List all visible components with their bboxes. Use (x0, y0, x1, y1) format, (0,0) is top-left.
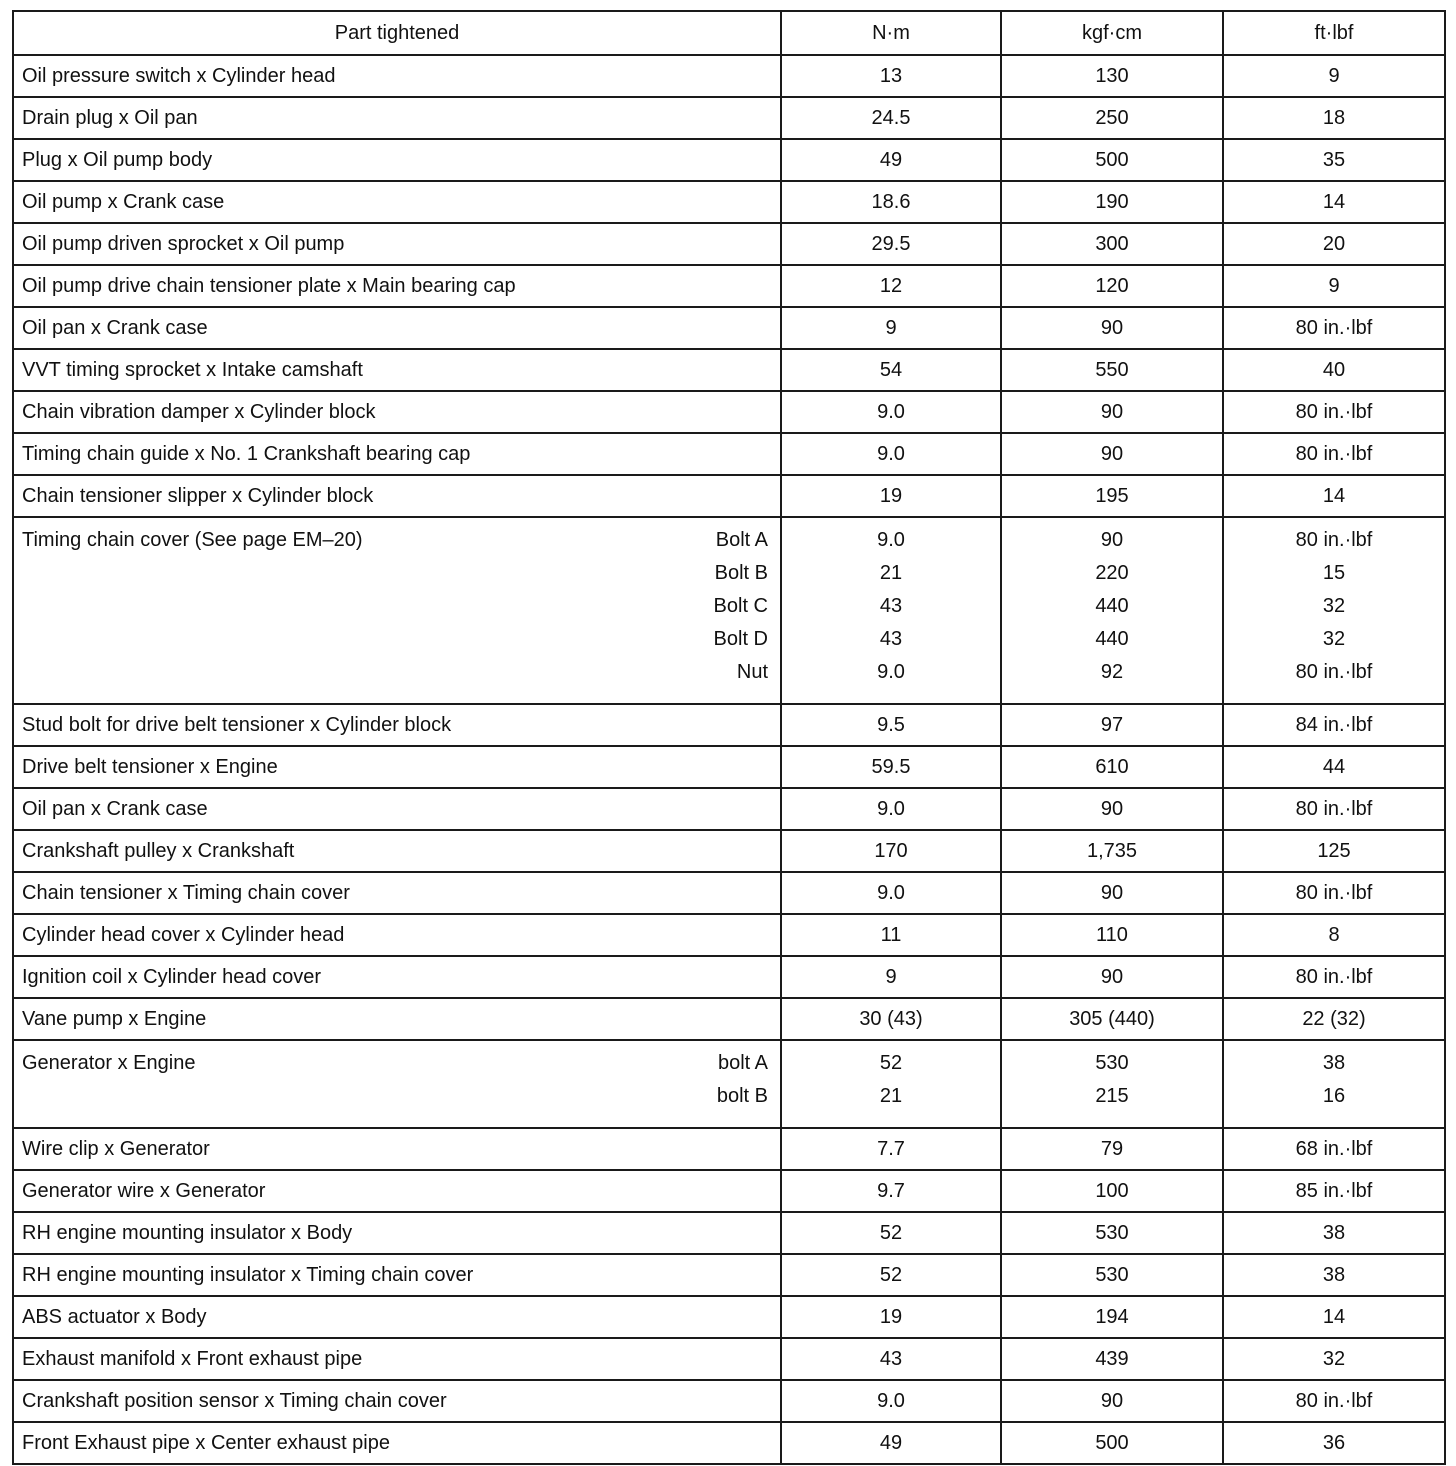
kgf-cell: 500 (1001, 1422, 1223, 1464)
kgf-cell: 550 (1001, 349, 1223, 391)
sub-value: 440 (1095, 628, 1129, 650)
sub-part-label: bolt A (717, 1052, 768, 1074)
nm-cell: 9.0 (781, 1380, 1001, 1422)
ft-cell: 14 (1223, 475, 1445, 517)
kgf-cell: 610 (1001, 746, 1223, 788)
kgf-cell: 130 (1001, 55, 1223, 97)
kgf-cell: 190 (1001, 181, 1223, 223)
part-cell: VVT timing sprocket x Intake camshaft (13, 349, 781, 391)
nm-cell: 9.7 (781, 1170, 1001, 1212)
column-header-kgf: kgf·cm (1001, 11, 1223, 55)
part-cell: Crankshaft pulley x Crankshaft (13, 830, 781, 872)
table-row (13, 704, 1445, 746)
part-cell: Chain vibration damper x Cylinder block (13, 391, 781, 433)
table-row (13, 349, 1445, 391)
ft-cell (1223, 517, 1445, 704)
ft-cell: 36 (1223, 1422, 1445, 1464)
sub-value: 43 (879, 628, 903, 650)
part-label: Timing chain cover (See page EM–20) (22, 529, 363, 551)
table-header (13, 11, 1445, 55)
table-row (13, 433, 1445, 475)
ft-cell: 80 in.·lbf (1223, 433, 1445, 475)
part-cell: Generator wire x Generator (13, 1170, 781, 1212)
nm-cell: 12 (781, 265, 1001, 307)
table-row (13, 517, 1445, 704)
kgf-cell: 1,735 (1001, 830, 1223, 872)
part-cell: ABS actuator x Body (13, 1296, 781, 1338)
ft-cell: 44 (1223, 746, 1445, 788)
sub-value: 92 (1100, 661, 1124, 683)
ft-cell: 38 (1223, 1212, 1445, 1254)
sub-value: 440 (1095, 595, 1129, 617)
table-row (13, 139, 1445, 181)
table-row (13, 1128, 1445, 1170)
part-cell: Front Exhaust pipe x Center exhaust pipe (13, 1422, 781, 1464)
table-row (13, 914, 1445, 956)
part-cell: Chain tensioner slipper x Cylinder block (13, 475, 781, 517)
table-row (13, 788, 1445, 830)
part-cell: Exhaust manifold x Front exhaust pipe (13, 1338, 781, 1380)
kgf-cell: 110 (1001, 914, 1223, 956)
sub-value: 80 in.·lbf (1295, 661, 1373, 683)
sub-value: 220 (1095, 562, 1129, 584)
table-row (13, 1380, 1445, 1422)
sub-part-label: Bolt C (713, 595, 768, 617)
ft-cell: 14 (1223, 1296, 1445, 1338)
nm-cell: 9.0 (781, 433, 1001, 475)
ft-cell: 40 (1223, 349, 1445, 391)
kgf-cell: 300 (1001, 223, 1223, 265)
table-row (13, 746, 1445, 788)
table-row (13, 475, 1445, 517)
nm-cell (781, 517, 1001, 704)
part-group (14, 1053, 780, 1119)
part-cell: Chain tensioner x Timing chain cover (13, 872, 781, 914)
sub-value: 530 (1095, 1052, 1129, 1074)
kgf-cell: 79 (1001, 1128, 1223, 1170)
part-cell: Oil pump drive chain tensioner plate x Main bearing cap (13, 265, 781, 307)
part-cell: Oil pump driven sprocket x Oil pump (13, 223, 781, 265)
nm-cell: 49 (781, 139, 1001, 181)
kgf-cell: 305 (440) (1001, 998, 1223, 1040)
sub-value: 43 (879, 595, 903, 617)
table-row (13, 1296, 1445, 1338)
part-cell: Stud bolt for drive belt tensioner x Cylinder block (13, 704, 781, 746)
column-header-ft: ft·lbf (1223, 11, 1445, 55)
kgf-cell: 90 (1001, 872, 1223, 914)
part-cell: Vane pump x Engine (13, 998, 781, 1040)
ft-cell: 22 (32) (1223, 998, 1445, 1040)
nm-cell: 9.0 (781, 788, 1001, 830)
sub-value: 90 (1100, 529, 1124, 551)
part-cell: Wire clip x Generator (13, 1128, 781, 1170)
kgf-cell: 97 (1001, 704, 1223, 746)
ft-cell: 80 in.·lbf (1223, 307, 1445, 349)
sub-value: 80 in.·lbf (1295, 529, 1373, 551)
column-header-part: Part tightened (13, 11, 781, 55)
kgf-cell: 90 (1001, 956, 1223, 998)
sub-value: 32 (1322, 628, 1346, 650)
part-cell: RH engine mounting insulator x Body (13, 1212, 781, 1254)
kgf-cell (1001, 517, 1223, 704)
nm-cell: 7.7 (781, 1128, 1001, 1170)
torque-specification-table (12, 10, 1446, 1465)
sub-value: 52 (879, 1052, 903, 1074)
table-row (13, 956, 1445, 998)
sub-value: 15 (1322, 562, 1346, 584)
ft-cell: 9 (1223, 55, 1445, 97)
part-cell: Cylinder head cover x Cylinder head (13, 914, 781, 956)
nm-cell: 9 (781, 956, 1001, 998)
nm-cell: 19 (781, 475, 1001, 517)
ft-cell: 80 in.·lbf (1223, 872, 1445, 914)
ft-cell: 38 (1223, 1254, 1445, 1296)
sub-part-label: Bolt B (714, 562, 768, 584)
nm-cell: 9.0 (781, 391, 1001, 433)
header-row (13, 11, 1445, 55)
table-row (13, 1040, 1445, 1128)
ft-cell: 8 (1223, 914, 1445, 956)
nm-cell: 9 (781, 307, 1001, 349)
part-cell: Oil pan x Crank case (13, 307, 781, 349)
sub-value: 21 (879, 1085, 903, 1107)
table-row (13, 830, 1445, 872)
sub-value: 38 (1322, 1052, 1346, 1074)
table-row (13, 1212, 1445, 1254)
column-header-nm: N·m (781, 11, 1001, 55)
part-cell: Drain plug x Oil pan (13, 97, 781, 139)
ft-cell: 20 (1223, 223, 1445, 265)
table-row (13, 307, 1445, 349)
table-row (13, 998, 1445, 1040)
ft-cell: 18 (1223, 97, 1445, 139)
nm-cell: 170 (781, 830, 1001, 872)
sub-value: 16 (1322, 1085, 1346, 1107)
kgf-cell: 500 (1001, 139, 1223, 181)
kgf-cell: 530 (1001, 1254, 1223, 1296)
part-cell: Plug x Oil pump body (13, 139, 781, 181)
kgf-cell: 90 (1001, 391, 1223, 433)
part-cell: Drive belt tensioner x Engine (13, 746, 781, 788)
ft-cell: 80 in.·lbf (1223, 391, 1445, 433)
nm-cell: 18.6 (781, 181, 1001, 223)
sub-part-label: Bolt A (715, 529, 768, 551)
nm-cell: 30 (43) (781, 998, 1001, 1040)
nm-cell: 24.5 (781, 97, 1001, 139)
kgf-cell: 100 (1001, 1170, 1223, 1212)
kgf-cell: 90 (1001, 788, 1223, 830)
kgf-cell: 90 (1001, 307, 1223, 349)
kgf-cell: 90 (1001, 1380, 1223, 1422)
nm-cell: 9.5 (781, 704, 1001, 746)
nm-cell: 52 (781, 1254, 1001, 1296)
nm-cell: 29.5 (781, 223, 1001, 265)
kgf-cell: 439 (1001, 1338, 1223, 1380)
nm-cell: 13 (781, 55, 1001, 97)
ft-cell: 32 (1223, 1338, 1445, 1380)
nm-cell: 11 (781, 914, 1001, 956)
sub-value: 21 (879, 562, 903, 584)
ft-cell: 80 in.·lbf (1223, 788, 1445, 830)
nm-cell: 52 (781, 1212, 1001, 1254)
ft-cell: 125 (1223, 830, 1445, 872)
sub-part-label: Nut (736, 661, 768, 683)
table-body (13, 55, 1445, 1464)
table-row (13, 97, 1445, 139)
part-label: Generator x Engine (22, 1052, 196, 1074)
part-cell: Ignition coil x Cylinder head cover (13, 956, 781, 998)
ft-cell (1223, 1040, 1445, 1128)
nm-cell: 54 (781, 349, 1001, 391)
sub-value: 32 (1322, 595, 1346, 617)
ft-cell: 68 in.·lbf (1223, 1128, 1445, 1170)
part-cell (13, 1040, 781, 1128)
kgf-cell (1001, 1040, 1223, 1128)
sub-part-label: bolt B (716, 1085, 768, 1107)
ft-cell: 80 in.·lbf (1223, 1380, 1445, 1422)
kgf-cell: 250 (1001, 97, 1223, 139)
table-row (13, 391, 1445, 433)
part-cell: RH engine mounting insulator x Timing chain cover (13, 1254, 781, 1296)
table-row (13, 223, 1445, 265)
nm-cell: 59.5 (781, 746, 1001, 788)
kgf-cell: 90 (1001, 433, 1223, 475)
nm-cell: 9.0 (781, 872, 1001, 914)
table-row (13, 265, 1445, 307)
ft-cell: 14 (1223, 181, 1445, 223)
table-row (13, 1422, 1445, 1464)
part-cell: Oil pump x Crank case (13, 181, 781, 223)
ft-cell: 84 in.·lbf (1223, 704, 1445, 746)
ft-cell: 9 (1223, 265, 1445, 307)
nm-cell (781, 1040, 1001, 1128)
table-row (13, 872, 1445, 914)
part-cell: Crankshaft position sensor x Timing chain cover (13, 1380, 781, 1422)
ft-cell: 35 (1223, 139, 1445, 181)
nm-cell: 19 (781, 1296, 1001, 1338)
table-row (13, 1254, 1445, 1296)
part-cell (13, 517, 781, 704)
part-cell: Oil pan x Crank case (13, 788, 781, 830)
part-cell: Oil pressure switch x Cylinder head (13, 55, 781, 97)
kgf-cell: 194 (1001, 1296, 1223, 1338)
part-cell: Timing chain guide x No. 1 Crankshaft bearing cap (13, 433, 781, 475)
sub-value: 9.0 (877, 529, 905, 551)
part-group (14, 530, 780, 695)
table-row (13, 181, 1445, 223)
table-row (13, 55, 1445, 97)
sub-value: 9.0 (877, 661, 905, 683)
table-row (13, 1170, 1445, 1212)
sub-value: 215 (1095, 1085, 1129, 1107)
nm-cell: 43 (781, 1338, 1001, 1380)
kgf-cell: 530 (1001, 1212, 1223, 1254)
table-row (13, 1338, 1445, 1380)
ft-cell: 80 in.·lbf (1223, 956, 1445, 998)
ft-cell: 85 in.·lbf (1223, 1170, 1445, 1212)
sub-part-label: Bolt D (713, 628, 768, 650)
kgf-cell: 195 (1001, 475, 1223, 517)
kgf-cell: 120 (1001, 265, 1223, 307)
nm-cell: 49 (781, 1422, 1001, 1464)
